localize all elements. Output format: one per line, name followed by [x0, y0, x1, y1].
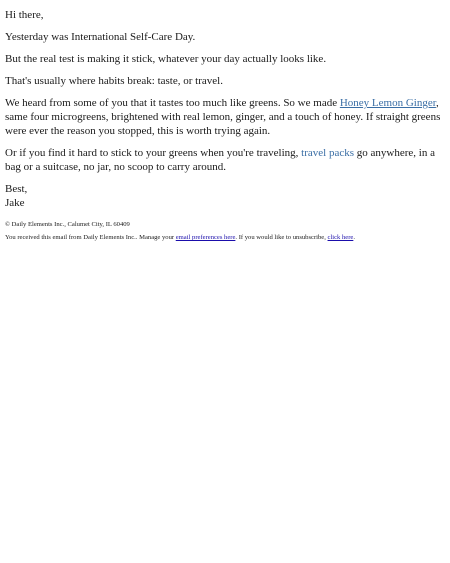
unsubscribe-link[interactable]: click here	[327, 234, 354, 241]
honey-lemon-ginger-link[interactable]: Honey Lemon Ginger	[339, 97, 436, 109]
paragraph-real-test: But the real test is making it stick, whatever your day actually looks like.	[5, 53, 327, 65]
paragraph-self-care-day: Yesterday was International Self-Care Day.	[5, 31, 196, 43]
paragraph-honey-lemon-ginger	[5, 96, 446, 138]
unsubscribe-notice	[5, 233, 446, 242]
signature-name: Jake	[5, 197, 25, 209]
notice-text: .	[353, 234, 355, 241]
paragraph-text: Or if you find it hard to stick to your greens when you're traveling,	[5, 147, 302, 159]
signoff: Best,	[5, 183, 28, 195]
notice-text: You received this email from Daily Elements Inc.. Manage your	[5, 234, 176, 241]
travel-packs-link[interactable]: travel packs	[301, 147, 355, 159]
paragraph-text: go anywhere, in a bag or a suitcase, no jar, no scoop to carry around.	[5, 147, 435, 173]
signature-block	[5, 182, 446, 210]
footer	[5, 220, 446, 242]
paragraph-travel-packs	[5, 146, 446, 174]
paragraph-habits-break: That's usually where habits break: taste, or travel.	[5, 75, 223, 87]
copyright: © Daily Elements Inc., Calumet City, IL 60409	[5, 221, 130, 228]
greeting: Hi there,	[5, 9, 44, 21]
paragraph-text: , same four microgreens, brightened with real lemon, ginger, and a touch of honey. If straight greens were ever the reason you stopped, this is worth trying again.	[5, 97, 441, 137]
notice-text: . If you would like to unsubscribe,	[235, 234, 328, 241]
email-preferences-link[interactable]: email preferences here	[175, 234, 236, 241]
paragraph-text: We heard from some of you that it tastes too much like greens. So we made	[5, 97, 340, 109]
email-body	[0, 0, 450, 242]
